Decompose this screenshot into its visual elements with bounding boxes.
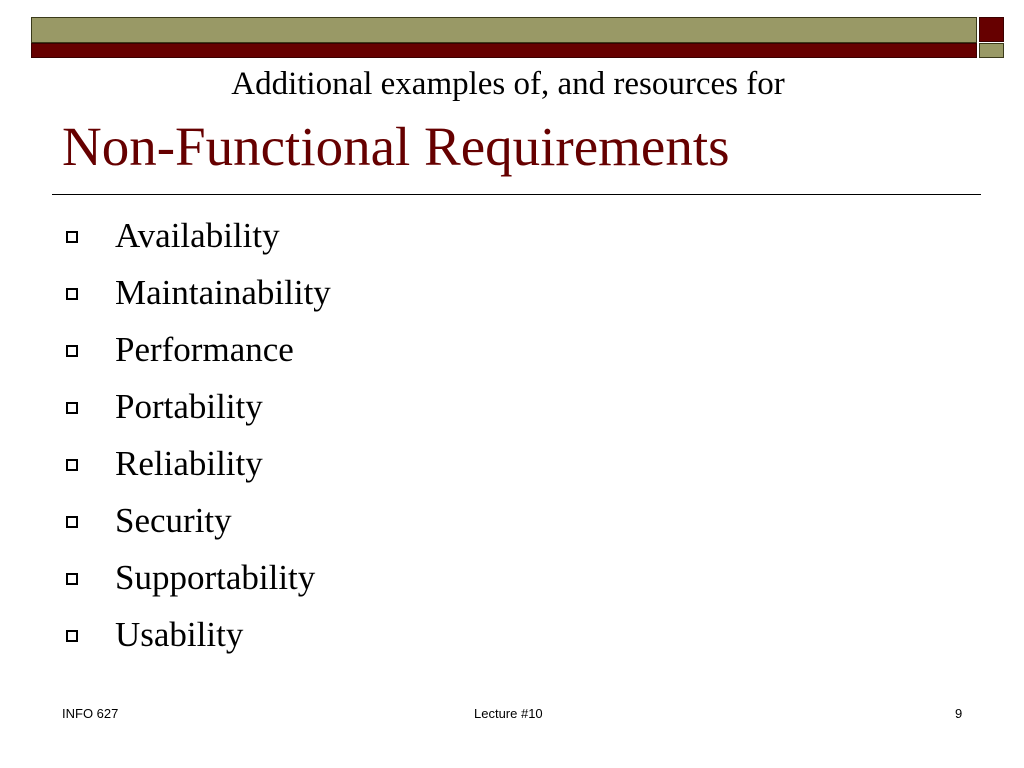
corner-square-olive	[979, 43, 1004, 58]
square-bullet-icon	[66, 345, 78, 357]
bullet-text: Maintainability	[115, 273, 331, 312]
slide-subtitle: Additional examples of, and resources for	[231, 66, 785, 102]
bullet-text: Supportability	[115, 558, 316, 597]
slide-title: Non-Functional Requirements	[62, 116, 730, 177]
title-divider	[52, 194, 981, 195]
header-band-maroon	[31, 43, 977, 58]
bullet-text: Reliability	[115, 444, 263, 483]
bullet-text: Portability	[115, 387, 263, 426]
footer-page-number: 9	[955, 706, 963, 721]
square-bullet-icon	[66, 231, 78, 243]
square-bullet-icon	[66, 516, 78, 528]
footer-lecture: Lecture #10	[474, 706, 543, 721]
bullet-text: Security	[115, 501, 232, 540]
square-bullet-icon	[66, 288, 78, 300]
bullet-text: Usability	[115, 615, 244, 654]
square-bullet-icon	[66, 459, 78, 471]
bullet-text: Performance	[115, 330, 294, 369]
square-bullet-icon	[66, 573, 78, 585]
bullet-text: Availability	[115, 216, 280, 255]
square-bullet-icon	[66, 630, 78, 642]
corner-square-maroon	[979, 17, 1004, 42]
header-band-olive	[31, 17, 977, 43]
footer-course: INFO 627	[62, 706, 119, 721]
square-bullet-icon	[66, 402, 78, 414]
